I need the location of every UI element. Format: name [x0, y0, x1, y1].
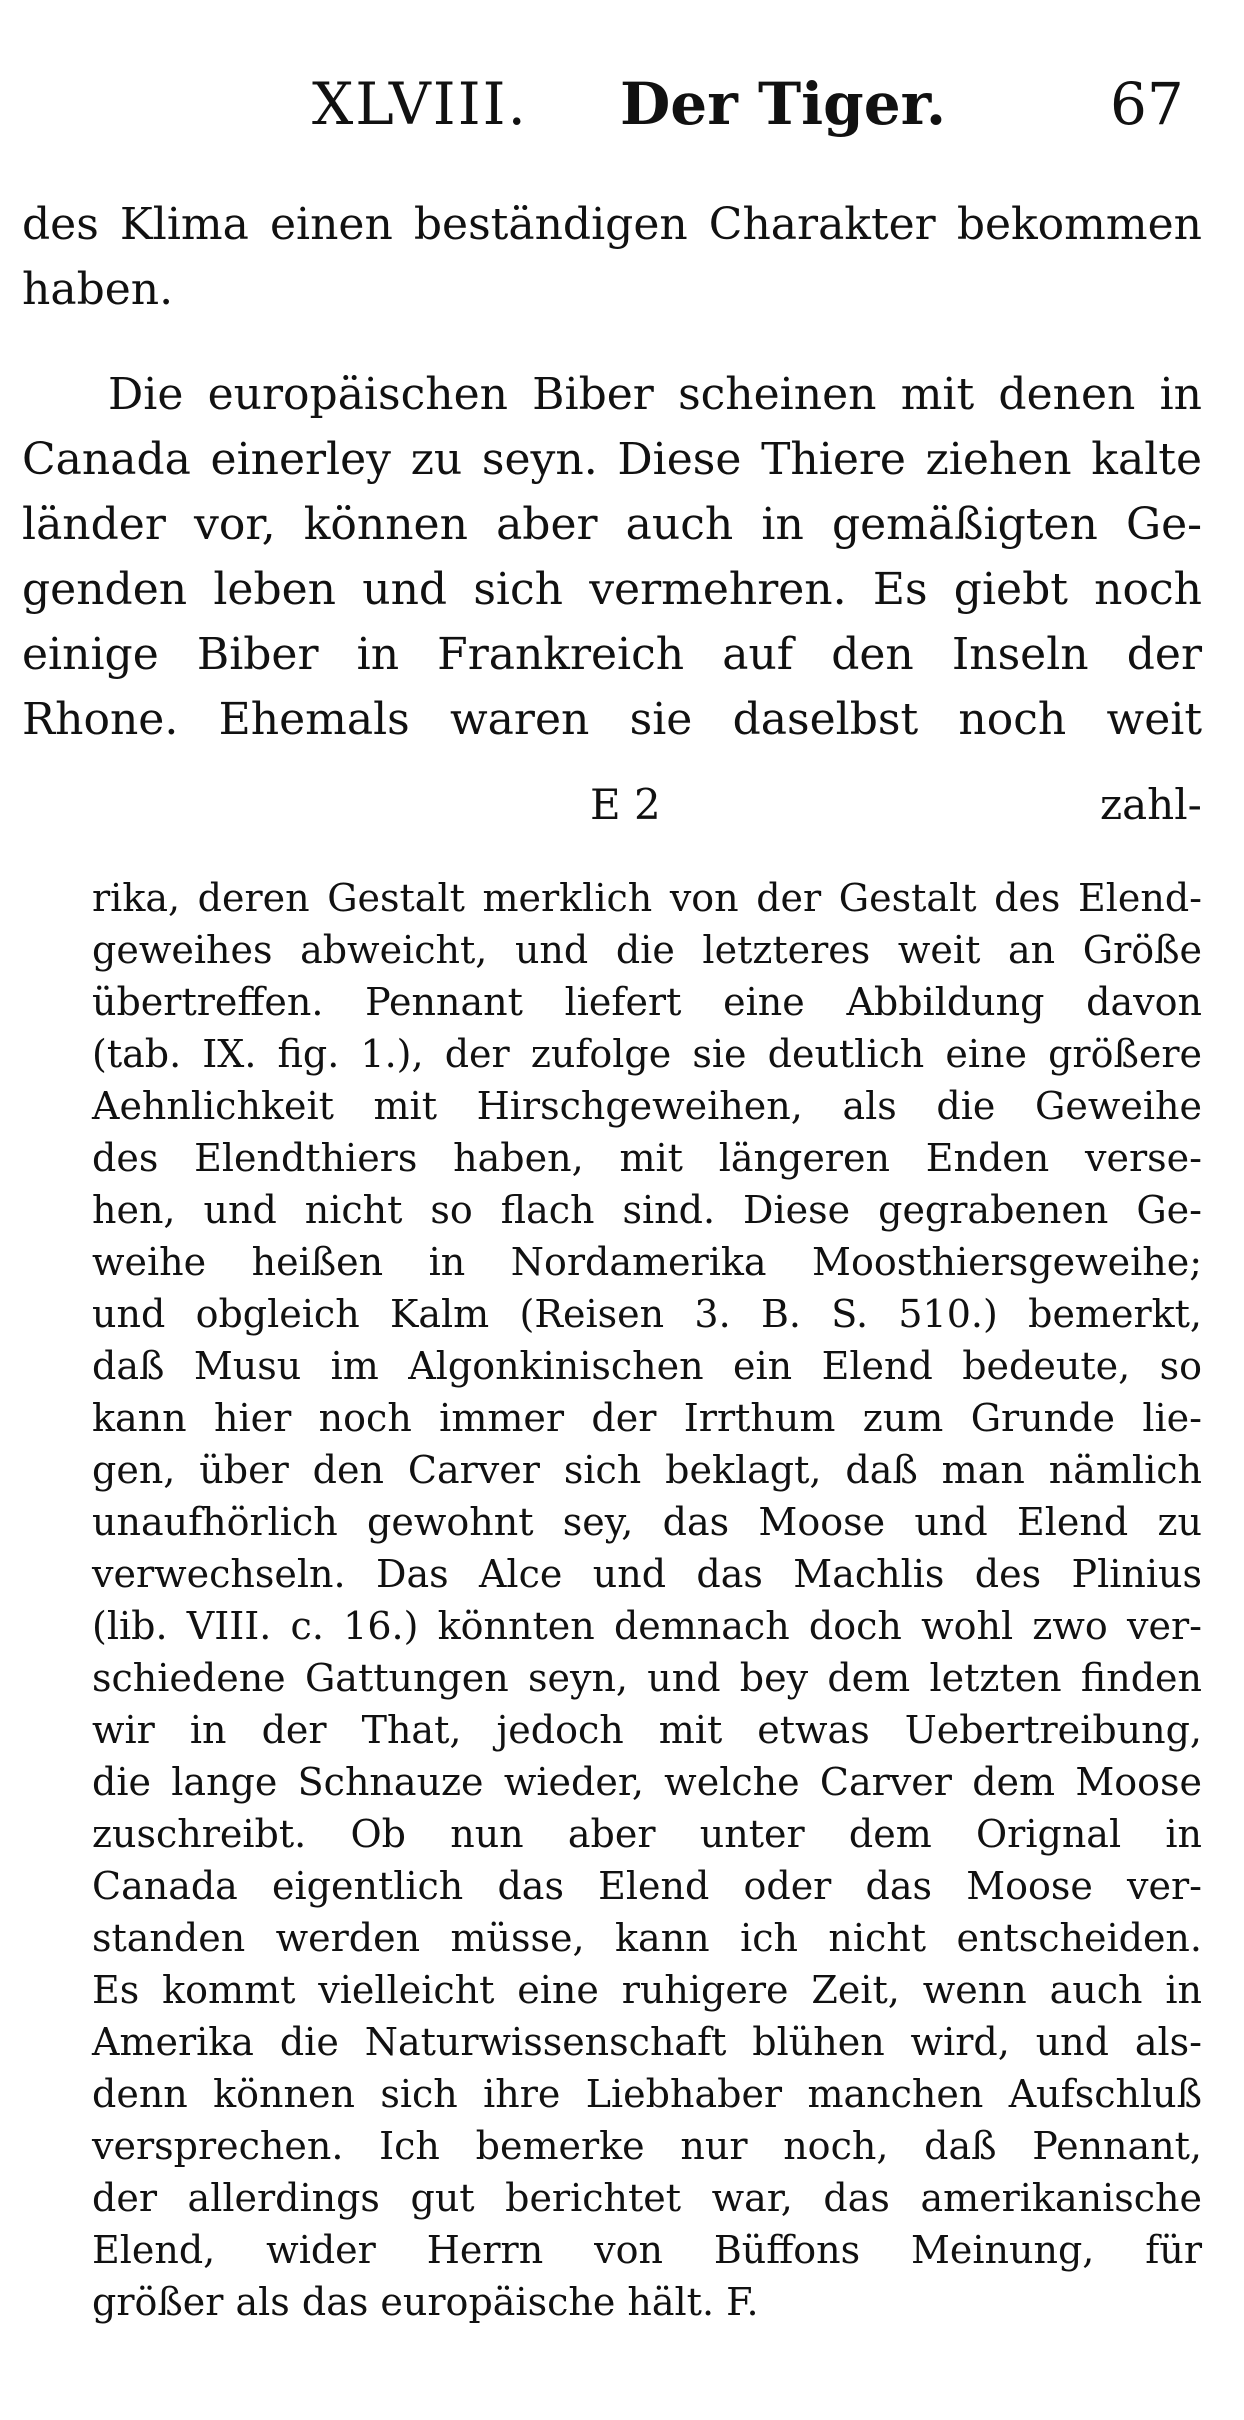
footnote-line: schiedene Gattungen seyn, und bey dem letzten finden [92, 1656, 1202, 1700]
footnote-line: hen, und nicht so flach sind. Diese gegrabenen Ge- [92, 1188, 1202, 1232]
footnote-line: kann hier noch immer der Irrthum zum Grunde lie- [92, 1396, 1202, 1440]
footnote-line: übertreffen. Pennant liefert eine Abbildung davon [92, 980, 1202, 1024]
footnote-line: standen werden müsse, kann ich nicht entscheiden. [92, 1916, 1202, 1960]
text-line: haben. [22, 264, 174, 315]
footnote-line: weihe heißen in Nordamerika Moosthiersgeweihe; [92, 1240, 1202, 1284]
footnote-line: geweihes abweicht, und die letzteres weit an Größe [92, 928, 1202, 972]
footnote-line: die lange Schnauze wieder, welche Carver dem Moose [92, 1760, 1202, 1804]
text-line: Die europäischen Biber scheinen mit denen in [108, 369, 1202, 420]
footnote-line: unaufhörlich gewohnt sey, das Moose und Elend zu [92, 1500, 1202, 1544]
footnote-line: des Elendthiers haben, mit längeren Enden verse- [92, 1136, 1202, 1180]
text-line: länder vor, können aber auch in gemäßigten Ge- [22, 499, 1202, 550]
footnote-line: größer als das europäische hält. F. [92, 2280, 759, 2324]
footnote-line: wir in der That, jedoch mit etwas Uebertreibung, [92, 1708, 1202, 1752]
footnote-line: Amerika die Naturwissenschaft blühen wird, und als- [92, 2020, 1202, 2064]
footnote-line: und obgleich Kalm (Reisen 3. B. S. 510.) bemerkt, [92, 1292, 1202, 1336]
main-text [22, 192, 1202, 752]
signature-line [0, 780, 1244, 840]
signature-mark: E 2 [590, 780, 661, 829]
footnote-line: verwechseln. Das Alce und das Machlis des Plinius [92, 1552, 1202, 1596]
footnote-line: gen, über den Carver sich beklagt, daß man nämlich [92, 1448, 1202, 1492]
footnote-line: der allerdings gut berichtet war, das amerikanische [92, 2176, 1202, 2220]
text-line: des Klima einen beständigen Charakter bekommen [22, 199, 1202, 250]
footnote-text [92, 872, 1202, 2328]
text-line: einige Biber in Frankreich auf den Inseln der [22, 629, 1202, 680]
text-line: Rhone. Ehemals waren sie daselbst noch weit [22, 694, 1202, 745]
catchword: zahl- [1100, 780, 1202, 829]
page-number: 67 [1110, 70, 1184, 138]
running-header [0, 70, 1244, 150]
footnote-line: zuschreibt. Ob nun aber unter dem Orignal in [92, 1812, 1202, 1856]
footnote-line: denn können sich ihre Liebhaber manchen Aufschluß [92, 2072, 1202, 2116]
footnote-line: rika, deren Gestalt merklich von der Gestalt des Elend- [92, 876, 1202, 920]
chapter-number: XLVIII. [312, 70, 528, 138]
text-line: Canada einerley zu seyn. Diese Thiere ziehen kalte [22, 434, 1202, 485]
footnote-line: Es kommt vielleicht eine ruhigere Zeit, wenn auch in [92, 1968, 1202, 2012]
text-line: genden leben und sich vermehren. Es giebt noch [22, 564, 1202, 615]
footnote-line: Elend, wider Herrn von Büffons Meinung, für [92, 2228, 1202, 2272]
footnote-line: Aehnlichkeit mit Hirschgeweihen, als die Geweihe [92, 1084, 1202, 1128]
footnote-line: Canada eigentlich das Elend oder das Moose ver- [92, 1864, 1202, 1908]
footnote-line: versprechen. Ich bemerke nur noch, daß Pennant, [92, 2124, 1202, 2168]
chapter-title: Der Tiger. [620, 70, 947, 138]
footnote-line: (lib. VIII. c. 16.) könnten demnach doch wohl zwo ver- [92, 1604, 1202, 1648]
footnote-line: (tab. IX. fig. 1.), der zufolge sie deutlich eine größere [92, 1032, 1202, 1076]
footnote-line: daß Musu im Algonkinischen ein Elend bedeute, so [92, 1344, 1202, 1388]
